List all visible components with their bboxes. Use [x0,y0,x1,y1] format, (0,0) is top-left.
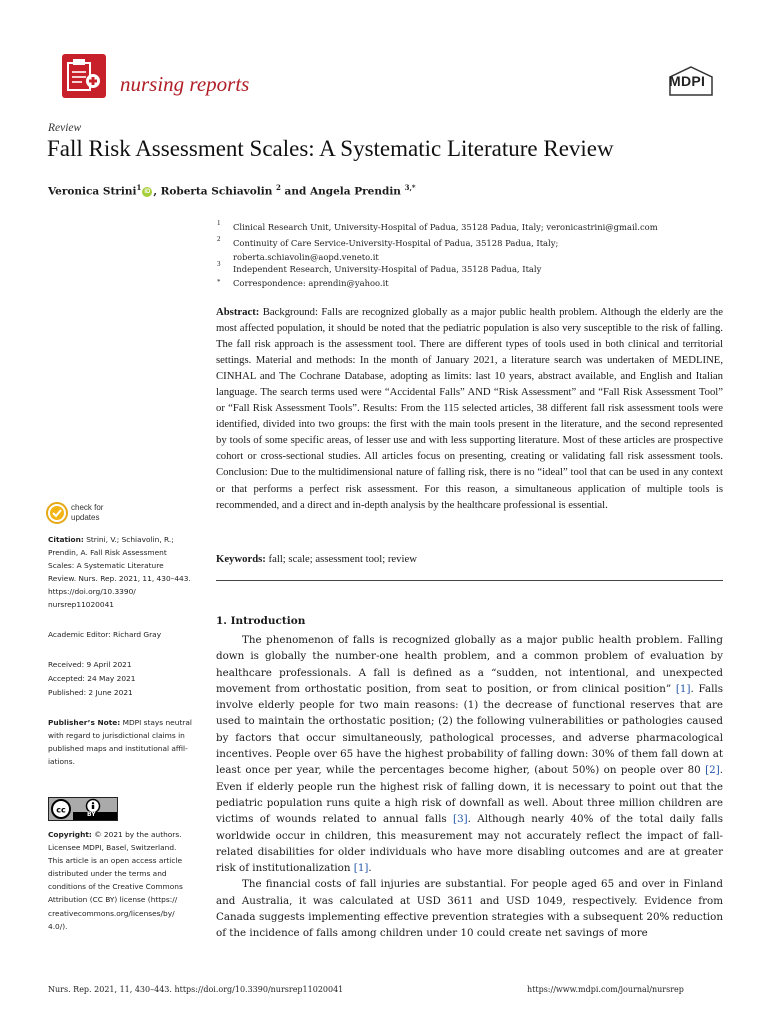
publisher-note-line: with regard to jurisdictional claims in [48,731,185,741]
copyright-line: Attribution (CC BY) license (https:// [48,895,178,905]
copyright-line: Licensee MDPI, Basel, Switzerland. [48,843,177,853]
citation-line: Strini, V.; Schiavolin, R.; [86,535,174,544]
affiliation-number: * [217,278,221,286]
copyright-line: 4.0/). [48,921,68,931]
affiliation-number: 2 [217,235,221,243]
paragraph-text: . Even if elderly people run the highest risk of falling down, it is necessary to point out that the pediatric population runs quite a high risk of downfall as well. About three million children are victims of wounds related to annual falls [216,764,723,826]
introduction-body [216,632,723,942]
footer-journal-link[interactable]: https://www.mdpi.com/journal/nursrep [527,985,684,994]
check-for-updates-icon[interactable] [46,502,68,524]
reference-link[interactable]: [3] [453,813,468,826]
affiliation-text: Independent Research, University-Hospital of Padua, 35128 Padua, Italy [233,264,542,274]
reference-link[interactable]: [1] [675,682,691,695]
affiliation-text: Clinical Research Unit, University-Hospital of Padua, 35128 Padua, Italy; veronicastrini@gmail.com [233,222,658,232]
affiliation-number: 1 [217,219,221,227]
publisher-note-line: iations. [48,757,75,767]
keywords-text: fall; scale; assessment tool; review [268,553,417,565]
copyright-line: This article is an open access article [48,856,183,866]
reference-link[interactable]: [1] [353,862,369,875]
section-heading: 1. Introduction [216,615,306,627]
copyright-line: distributed under the terms and [48,869,167,879]
keywords-label: Keywords: [216,553,266,565]
orcid-icon[interactable]: iD [144,188,151,195]
author-name: Veronica Strini [48,185,137,198]
cc-by-label: BY [87,811,96,818]
journal-logo-icon [62,54,106,98]
reference-link[interactable]: [2] [705,764,720,777]
accepted-date: Accepted: 24 May 2021 [48,674,136,683]
author-affiliation-mark: 3,* [404,183,416,192]
citation-doi-link[interactable]: https://doi.org/10.3390/ [48,587,136,597]
paragraph-text: . Although nearly 40% of the total daily falls worldwide occur in children, this measurement may not accurately reflect the impact of fall-related disabilities for older individuals who have more disabling outcomes and are at greater risk of institutionalization [216,813,723,875]
correspondence: Correspondence: aprendin@yahoo.it [233,278,389,288]
published-date: Published: 2 June 2021 [48,688,133,697]
paragraph: The financial costs of fall injuries are substantial. For people aged 65 and over in Finland and Australia, it was calculated at USD 3611 and USD 1049, respectively. Evidence from Canada suggests implementing effective prevention strategies with a subsequent 20% reduction of the incidence of falls among children under 10 could create net savings of more [216,878,723,940]
journal-name: nursing reports [120,72,250,96]
author-affiliation-mark: 2 [276,183,281,192]
paragraph-text: . [368,862,372,875]
publisher-logo-text: MDPI [669,73,706,89]
abstract-text: Background: Falls are recognized globally as a major public health problem. Although the elderly are the most affected population, it should be noted that the pediatric population is also very susceptible to the risk of falling. The fall risk approach is the assessment tool. There are different types of tools used in both clinical and territorial settings. Material and methods: In the month of January 2021, a literature search was undertaken of MEDLINE, CINHAL and The Cochrane Database, adopting as limits: last 10 years, abstract available, and English and Italian language. The search terms used were “Accidental Falls” AND “Risk Assessment” and “Fall Risk Assessment Tool” or “Fall Risk Assessment Tools”. Results: From the 115 selected articles, 38 different fall risk assessment tools were identified, divided into two groups: the first with the main tools present in the literature, and the second represented by tools of some specific areas, of lesser use and with less supporting literature. Most of these articles are prospective cohort or cross-sectional studies. All articles focus on presenting, creating or validating fall risk assessment tools. Conclusion: Due to the multidimensional nature of falling risk, there is no “ideal” tool that can be used in any context or that performs a perfect risk assessment. For this reason, a simultaneous application of multiple tools is recommended, and a direct and in-depth analysis by the healthcare professional is essential. [216,306,723,511]
affiliation-text: Continuity of Care Service-University-Hospital of Padua, 35128 Padua, Italy; [233,238,559,248]
author-list [48,183,416,198]
author-name: and Angela Prendin [280,185,401,198]
paragraph-text: The phenomenon of falls is recognized globally as a major public health problem. Falling down is globally the number-one health problem, and a common problem of evaluation by healthcare professionals. A fall is defined as a “sudden, not intentional, and unexpected movement from orthostatic position, from seat to position, or from clinical position” [216,634,723,695]
publisher-note-label: Publisher’s Note: [48,718,121,727]
keywords [216,553,417,565]
affiliation-text: roberta.schiavolin@aopd.veneto.it [233,252,379,262]
section-divider [216,580,723,581]
svg-text:cc: cc [56,805,66,815]
copyright-label: Copyright: [48,830,92,839]
citation-line: Review. Nurs. Rep. 2021, 11, 430–443. [48,574,191,584]
license-link[interactable]: creativecommons.org/licenses/by/ [48,908,175,918]
article-type: Review [48,122,82,134]
author-name: , Roberta Schiavolin [153,185,273,198]
copyright-block [48,828,208,933]
affiliation-number: 3 [217,260,221,268]
abstract [216,304,723,513]
academic-editor: Academic Editor: Richard Gray [48,630,162,639]
abstract-label: Abstract: [216,306,260,318]
check-for-updates-label[interactable]: check for updates [71,503,104,522]
publisher-note [48,716,208,768]
publisher-note-line: published maps and institutional affil- [48,744,188,754]
copyright-line: © 2021 by the authors. [94,830,182,839]
citation-doi-link[interactable]: nursrep11020041 [48,600,114,610]
paragraph [216,632,723,876]
citation-block [48,533,198,612]
publisher-note-line: MDPI stays neutral [122,718,192,727]
paragraph-text: . Falls involve elderly people for two main reasons: (1) the decrease of functional reserves that are used to maintain the orthostatic position; (2) the following vulnerabilities or pathologies caused by factors that occur simultaneously, pathological processes, and adverse pharmacological incentives. People over 65 have the highest probability of falling down: 30% of them fall down at least once per year, while the percentages become higher, (about 50%) on people over 80 [216,682,723,777]
author-affiliation-mark: 1 [136,183,142,192]
received-date: Received: 9 April 2021 [48,660,132,669]
cc-by-license-icon[interactable] [48,797,118,821]
citation-label: Citation: [48,535,84,544]
citation-line: Prendin, A. Fall Risk Assessment [48,548,167,558]
article-title: Fall Risk Assessment Scales: A Systematic Literature Review [47,136,614,161]
footer-citation[interactable]: Nurs. Rep. 2021, 11, 430–443. https://doi.org/10.3390/nursrep11020041 [48,985,344,994]
copyright-line: conditions of the Creative Commons [48,882,183,892]
citation-line: Scales: A Systematic Literature [48,561,164,571]
